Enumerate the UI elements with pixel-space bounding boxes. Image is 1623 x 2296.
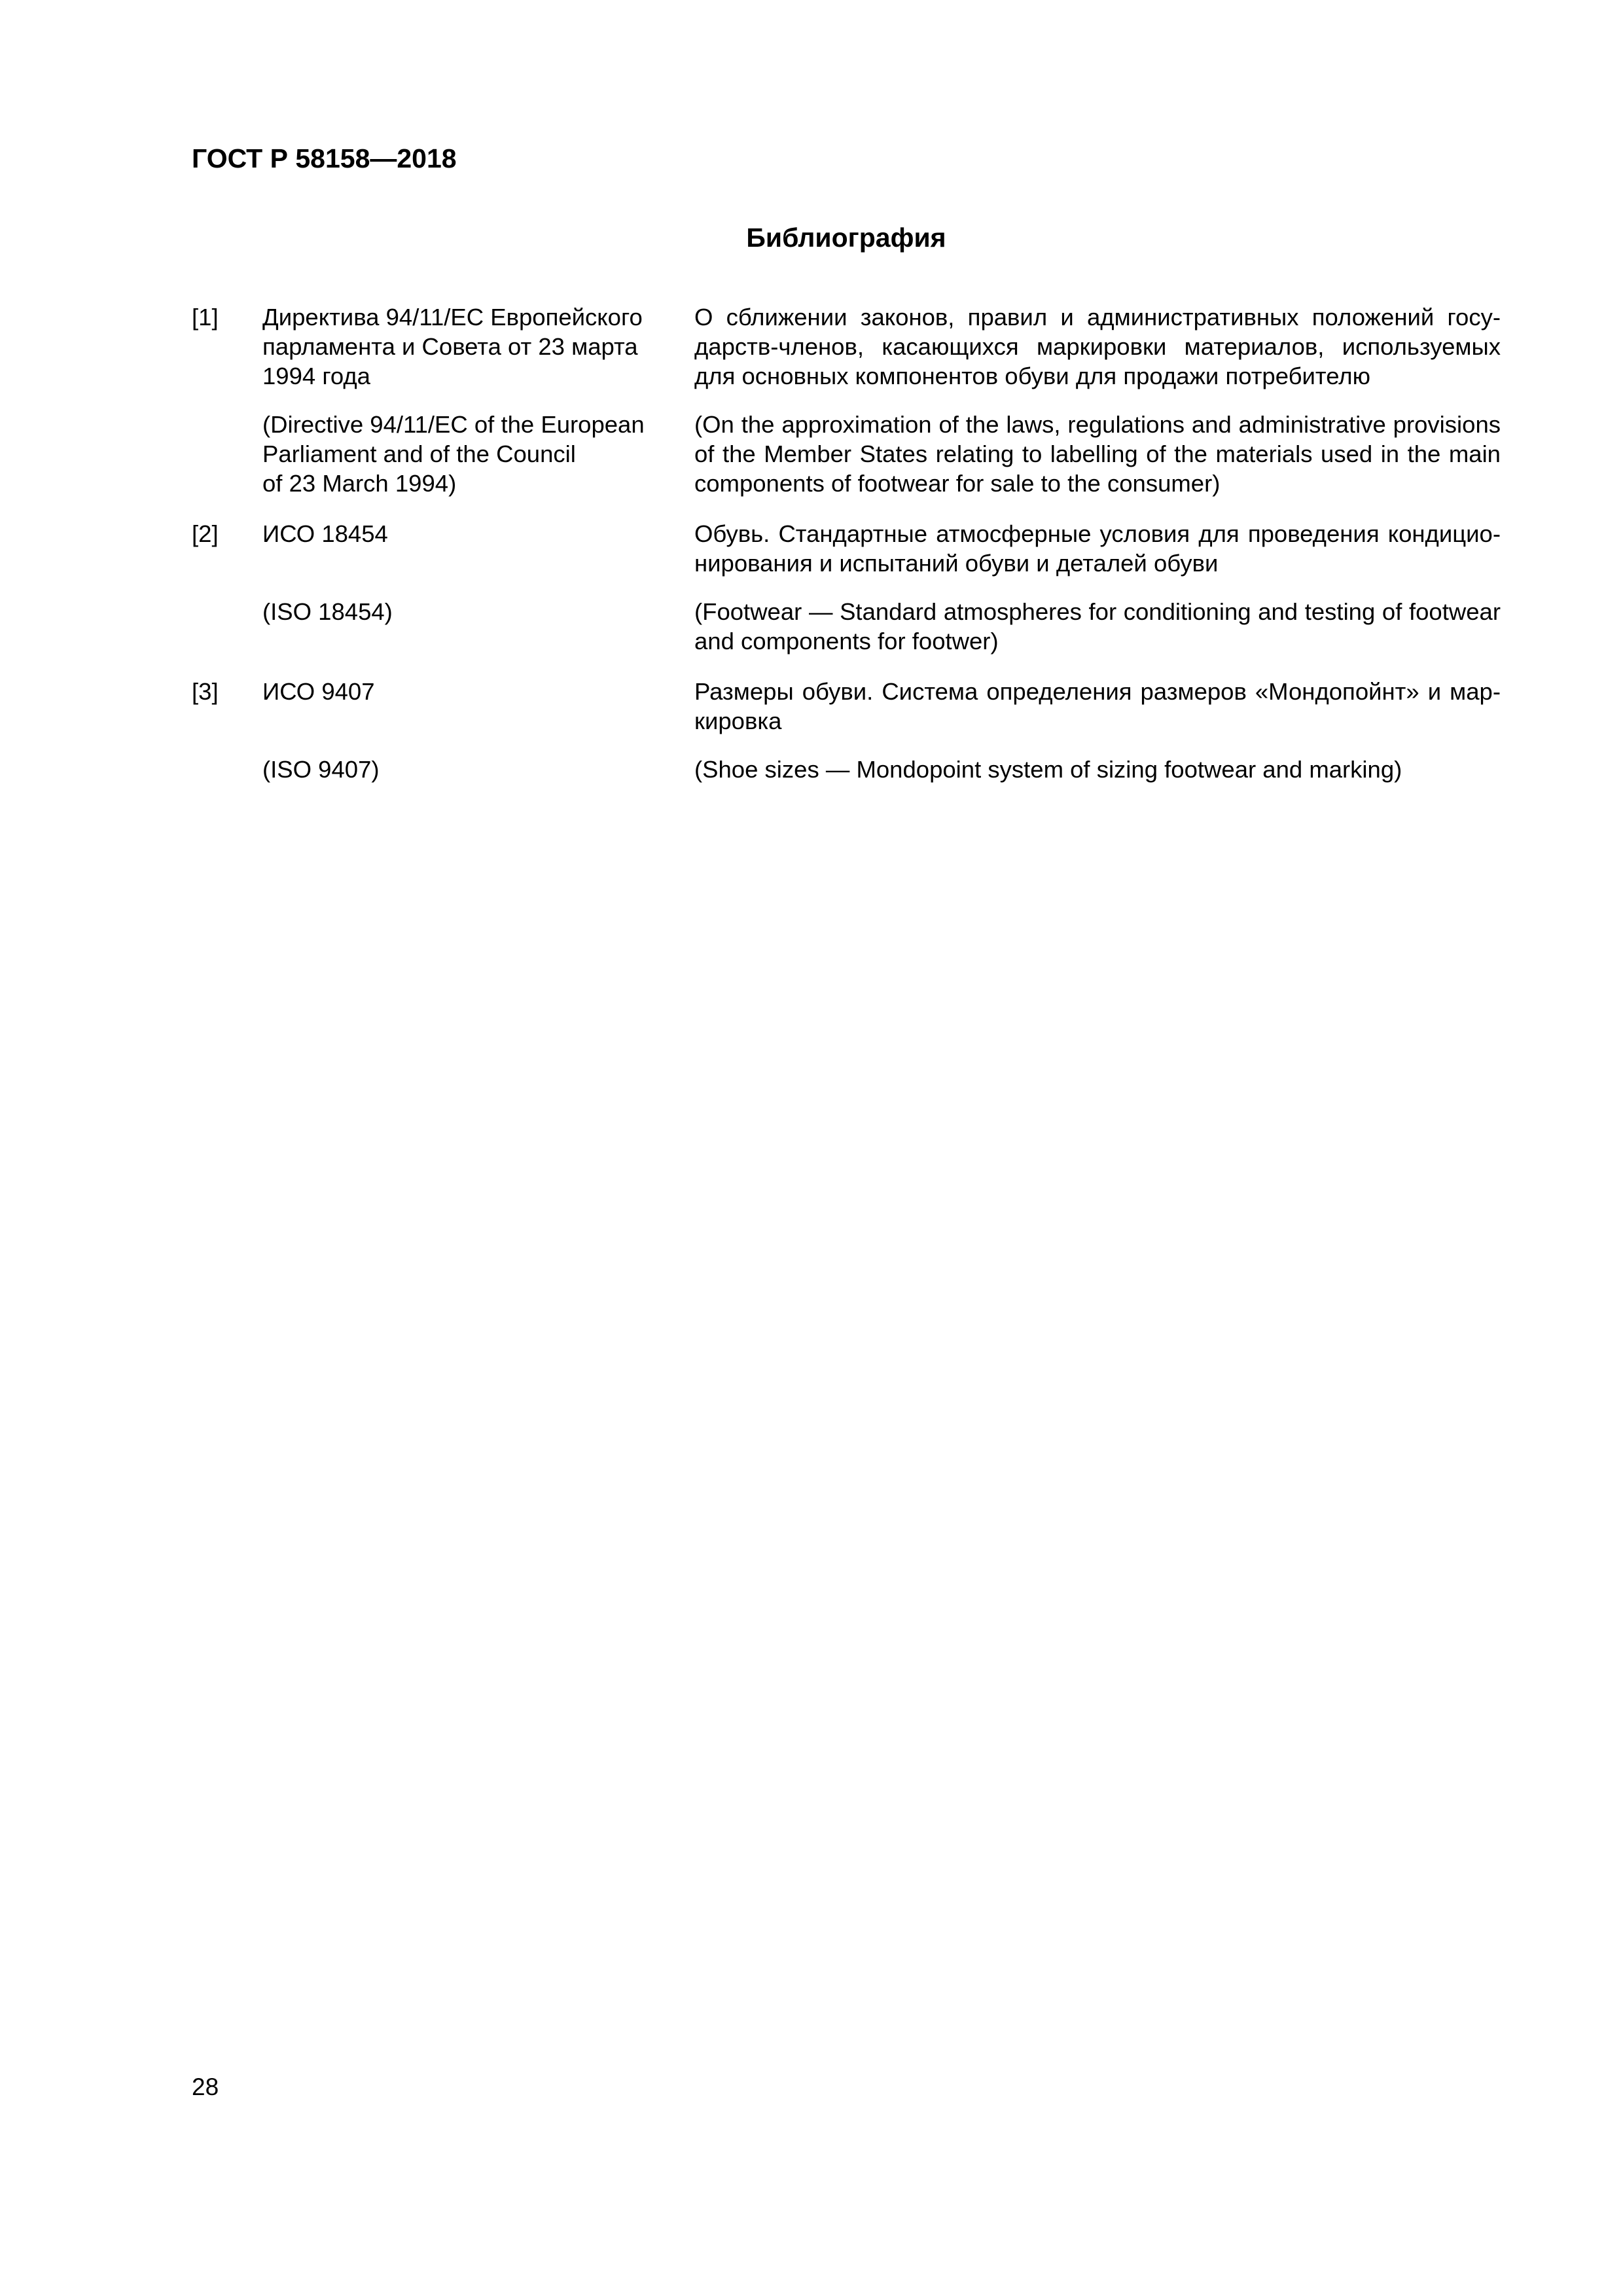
entry-title-en: (Shoe sizes — Mondopoint system of sizing footwear and marking)	[694, 756, 1402, 783]
entry-title-en	[694, 410, 1501, 498]
entry-number: [3]	[192, 678, 219, 705]
entry-title-en-line: components of footwear for sale to the consumer)	[694, 470, 1221, 497]
entry-title-en-line: (Footwear — Standard atmospheres for conditioning and testing of footwear	[694, 598, 1501, 625]
entry-source-en: (ISO 9407)	[262, 756, 380, 783]
section-title: Библиография	[746, 223, 946, 253]
entry-source-en-line: Parliament and of the Council	[262, 440, 576, 467]
entry-title-ru	[694, 302, 1501, 391]
bibliography-list	[192, 302, 1501, 784]
entry-title-en	[694, 597, 1501, 656]
entry-title-ru-line: кировка	[694, 708, 782, 734]
entry-number: [2]	[192, 520, 219, 547]
entry-source-ru-line: Директива 94/11/ЕС Европейского	[262, 304, 643, 331]
entry-title-ru-line: нирования и испытаний обуви и деталей обуви	[694, 550, 1219, 577]
bibliography-entry-2-ru	[192, 519, 1501, 578]
entry-source-en: (ISO 18454)	[262, 598, 393, 625]
entry-source-ru-line: парламента и Совета от 23 марта	[262, 333, 638, 360]
entry-title-ru	[694, 519, 1501, 578]
bibliography-entry-3-ru	[192, 677, 1501, 736]
document-code: ГОСТ Р 58158—2018	[192, 143, 457, 173]
entry-title-ru-line: О сближении законов, правил и административных положений госу-	[694, 304, 1501, 331]
entry-title-ru-line: дарств-членов, касающихся маркировки материалов, используемых	[694, 333, 1501, 360]
bibliography-entry-3-en	[192, 755, 1501, 784]
entry-title-ru-line: Обувь. Стандартные атмосферные условия для проведения кондицио-	[694, 520, 1501, 547]
bibliography-entry-1-en	[192, 410, 1501, 498]
bibliography-entry-2-en	[192, 597, 1501, 656]
page-number: 28	[192, 2073, 219, 2100]
entry-title-ru-line: Размеры обуви. Система определения размеров «Мондопойнт» и мар-	[694, 678, 1501, 705]
entry-number: [1]	[192, 304, 219, 331]
entry-title-ru	[694, 677, 1501, 736]
entry-source-ru-line: 1994 года	[262, 363, 370, 389]
entry-title-en-line: of the Member States relating to labelling of the materials used in the main	[694, 440, 1501, 467]
bibliography-entry-1-ru	[192, 302, 1501, 391]
entry-title-en-line: (On the approximation of the laws, regulations and administrative provisions	[694, 411, 1501, 438]
entry-source-ru: ИСО 9407	[262, 678, 375, 705]
entry-source-ru	[262, 302, 694, 391]
entry-source-en	[262, 410, 694, 498]
entry-source-en-line: (Directive 94/11/EC of the European	[262, 411, 645, 438]
entry-source-ru: ИСО 18454	[262, 520, 388, 547]
entry-source-en-line: of 23 March 1994)	[262, 470, 457, 497]
entry-title-ru-line: для основных компонентов обуви для продажи потребителю	[694, 363, 1370, 389]
entry-title-en-line: and components for footwer)	[694, 628, 999, 655]
